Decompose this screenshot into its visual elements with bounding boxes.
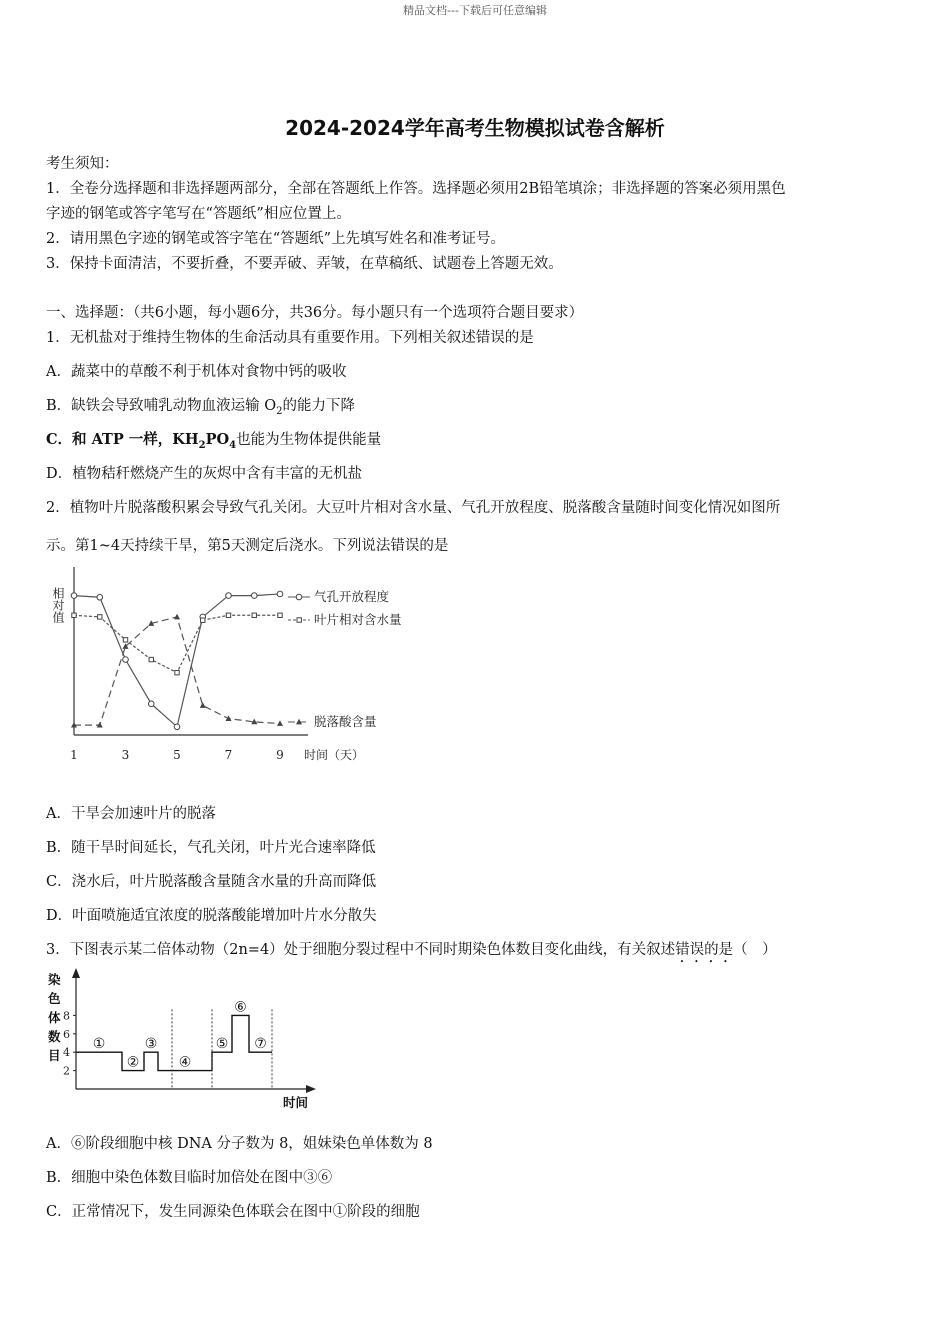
chromosome-step-chart xyxy=(40,968,340,1113)
x-tick-label: 3 xyxy=(121,748,130,762)
q1-option-b-tail: 的能力下降 xyxy=(282,398,356,414)
data-point xyxy=(148,701,154,707)
q3-stem-emphasis: 错误的是 xyxy=(675,942,734,958)
stage-label: ⑤ xyxy=(215,1036,229,1053)
chromosome-step-line xyxy=(76,1015,272,1070)
stage-label: ① xyxy=(92,1036,106,1053)
q2-option-b: B．随干旱时间延长，气孔关闭，叶片光合速率降低 xyxy=(46,840,376,856)
q3-option-b: B．细胞中染色体数目临时加倍处在图中③⑥ xyxy=(46,1170,333,1186)
x-tick-label: 1 xyxy=(70,748,78,762)
q2-option-d: D．叶面喷施适宜浓度的脱落酸能增加叶片水分散失 xyxy=(46,908,377,924)
notice-line-2: 字迹的钢笔或答字笔写在“答题纸”相应位置上。 xyxy=(46,206,351,222)
stage-label: ⑥ xyxy=(234,999,247,1016)
q1-option-b-sub: 2 xyxy=(276,405,283,417)
data-point xyxy=(200,702,206,708)
data-point xyxy=(174,724,180,730)
legend-marker xyxy=(297,618,301,622)
drought-line-chart xyxy=(40,565,460,780)
legend-marker xyxy=(296,594,302,600)
notice-line-4: 3．保持卡面清洁，不要折叠，不要弄破、弄皱，在草稿纸、试题卷上答题无效。 xyxy=(46,256,563,272)
stage-label: ③ xyxy=(144,1036,158,1053)
x-axis-label: 时间（天） xyxy=(304,748,365,762)
data-point xyxy=(277,720,283,726)
data-point xyxy=(278,613,282,617)
q2-option-a: A．干旱会加速叶片的脱落 xyxy=(46,806,216,822)
q1-option-c-sub1: 2 xyxy=(198,439,206,451)
y-tick-label: 6 xyxy=(63,1027,70,1041)
data-point xyxy=(71,593,77,599)
data-point xyxy=(175,670,179,674)
notice-line-3: 2．请用黑色字迹的钢笔或答字笔在“答题纸”上先填写姓名和准考证号。 xyxy=(46,231,506,247)
y-tick-label: 8 xyxy=(63,1009,70,1023)
legend-label: 气孔开放程度 xyxy=(314,589,390,604)
y-axis-label-char: 体 xyxy=(48,1010,61,1025)
q1-option-c-text: C．和 ATP 一样，KH xyxy=(46,431,199,448)
data-point xyxy=(252,613,256,617)
data-point xyxy=(226,593,232,599)
q1-option-c-mid: PO xyxy=(205,431,230,448)
q2-option-c: C．浇水后，叶片脱落酸含量随含水量的升高而降低 xyxy=(46,874,377,890)
y-axis-arrow xyxy=(72,968,80,978)
q1-stem: 1．无机盐对于维持生物体的生命活动具有重要作用。下列相关叙述错误的是 xyxy=(46,330,534,346)
q3-stem-text: 3．下图表示某二倍体动物（2n=4）处于细胞分裂过程中不同时期染色体数目变化曲线，有关叙述 xyxy=(46,942,676,958)
notice-line-1: 1．全卷分选择题和非选择题两部分，全部在答题纸上作答。选择题必须用2B铅笔填涂；非选择题的答案必须用黑色 xyxy=(46,181,786,197)
y-axis-label-char: 染 xyxy=(48,972,61,987)
q1-option-c xyxy=(46,428,381,451)
data-point xyxy=(201,618,205,622)
q2-stem-line1: 2．植物叶片脱落酸积累会导致气孔关闭。大豆叶片相对含水量、气孔开放程度、脱落酸含量随时间变化情况如图所 xyxy=(46,500,781,516)
y-axis-label: 相对值 xyxy=(51,587,65,623)
q1-option-b xyxy=(46,394,355,417)
section-heading: 一、选择题：（共6小题，每小题6分，共36分。每小题只有一个选项符合题目要求） xyxy=(46,305,584,321)
q3-option-a: A．⑥阶段细胞中核 DNA 分子数为 8，姐妹染色单体数为 8 xyxy=(46,1136,433,1152)
stage-label: ② xyxy=(126,1054,140,1071)
data-point xyxy=(123,638,127,642)
y-axis-label-char: 色 xyxy=(48,991,61,1006)
stage-label: ④ xyxy=(178,1054,192,1071)
x-axis-arrow xyxy=(306,1085,316,1093)
q1-option-a: A．蔬菜中的草酸不利于机体对食物中钙的吸收 xyxy=(46,364,347,380)
data-point xyxy=(123,657,129,663)
data-point xyxy=(149,657,153,661)
q1-option-d: D．植物秸秆燃烧产生的灰烬中含有丰富的无机盐 xyxy=(46,466,363,482)
data-point xyxy=(72,613,76,617)
notice-heading: 考生须知： xyxy=(46,156,119,172)
x-tick-label: 9 xyxy=(276,748,284,762)
data-point xyxy=(251,593,257,599)
y-axis-label-char: 数 xyxy=(48,1029,61,1044)
x-axis-label: 时间 xyxy=(283,1095,309,1110)
q1-option-c-tail: 也能为生物体提供能量 xyxy=(236,432,382,448)
data-point xyxy=(97,594,103,600)
legend-label: 叶片相对含水量 xyxy=(314,612,402,627)
page-header: 精品文档---下载后可任意编辑 xyxy=(403,4,547,17)
x-tick-label: 5 xyxy=(173,748,181,762)
data-point xyxy=(174,614,180,620)
data-point xyxy=(226,613,230,617)
legend-label: 脱落酸含量 xyxy=(314,714,377,729)
y-tick-label: 4 xyxy=(63,1046,70,1060)
page-title: 2024-2024学年高考生物模拟试卷含解析 xyxy=(285,116,665,140)
q3-stem-paren: （ ） xyxy=(733,942,777,958)
y-axis-label-char: 目 xyxy=(48,1048,61,1063)
data-point xyxy=(98,615,102,619)
data-point xyxy=(277,591,283,597)
q1-option-c-sub2: 4 xyxy=(229,439,237,451)
series-line-2 xyxy=(74,615,280,672)
q3-option-c: C．正常情况下，发生同源染色体联会在图中①阶段的细胞 xyxy=(46,1204,420,1220)
y-tick-label: 2 xyxy=(63,1064,70,1078)
q1-option-b-text: B．缺铁会导致哺乳动物血液运输 O xyxy=(46,398,277,414)
x-tick-label: 7 xyxy=(224,748,233,762)
q2-stem-line2: 示。第1~4天持续干旱，第5天测定后浇水。下列说法错误的是 xyxy=(46,538,449,554)
stage-label: ⑦ xyxy=(254,1036,267,1053)
q3-stem xyxy=(46,938,777,966)
